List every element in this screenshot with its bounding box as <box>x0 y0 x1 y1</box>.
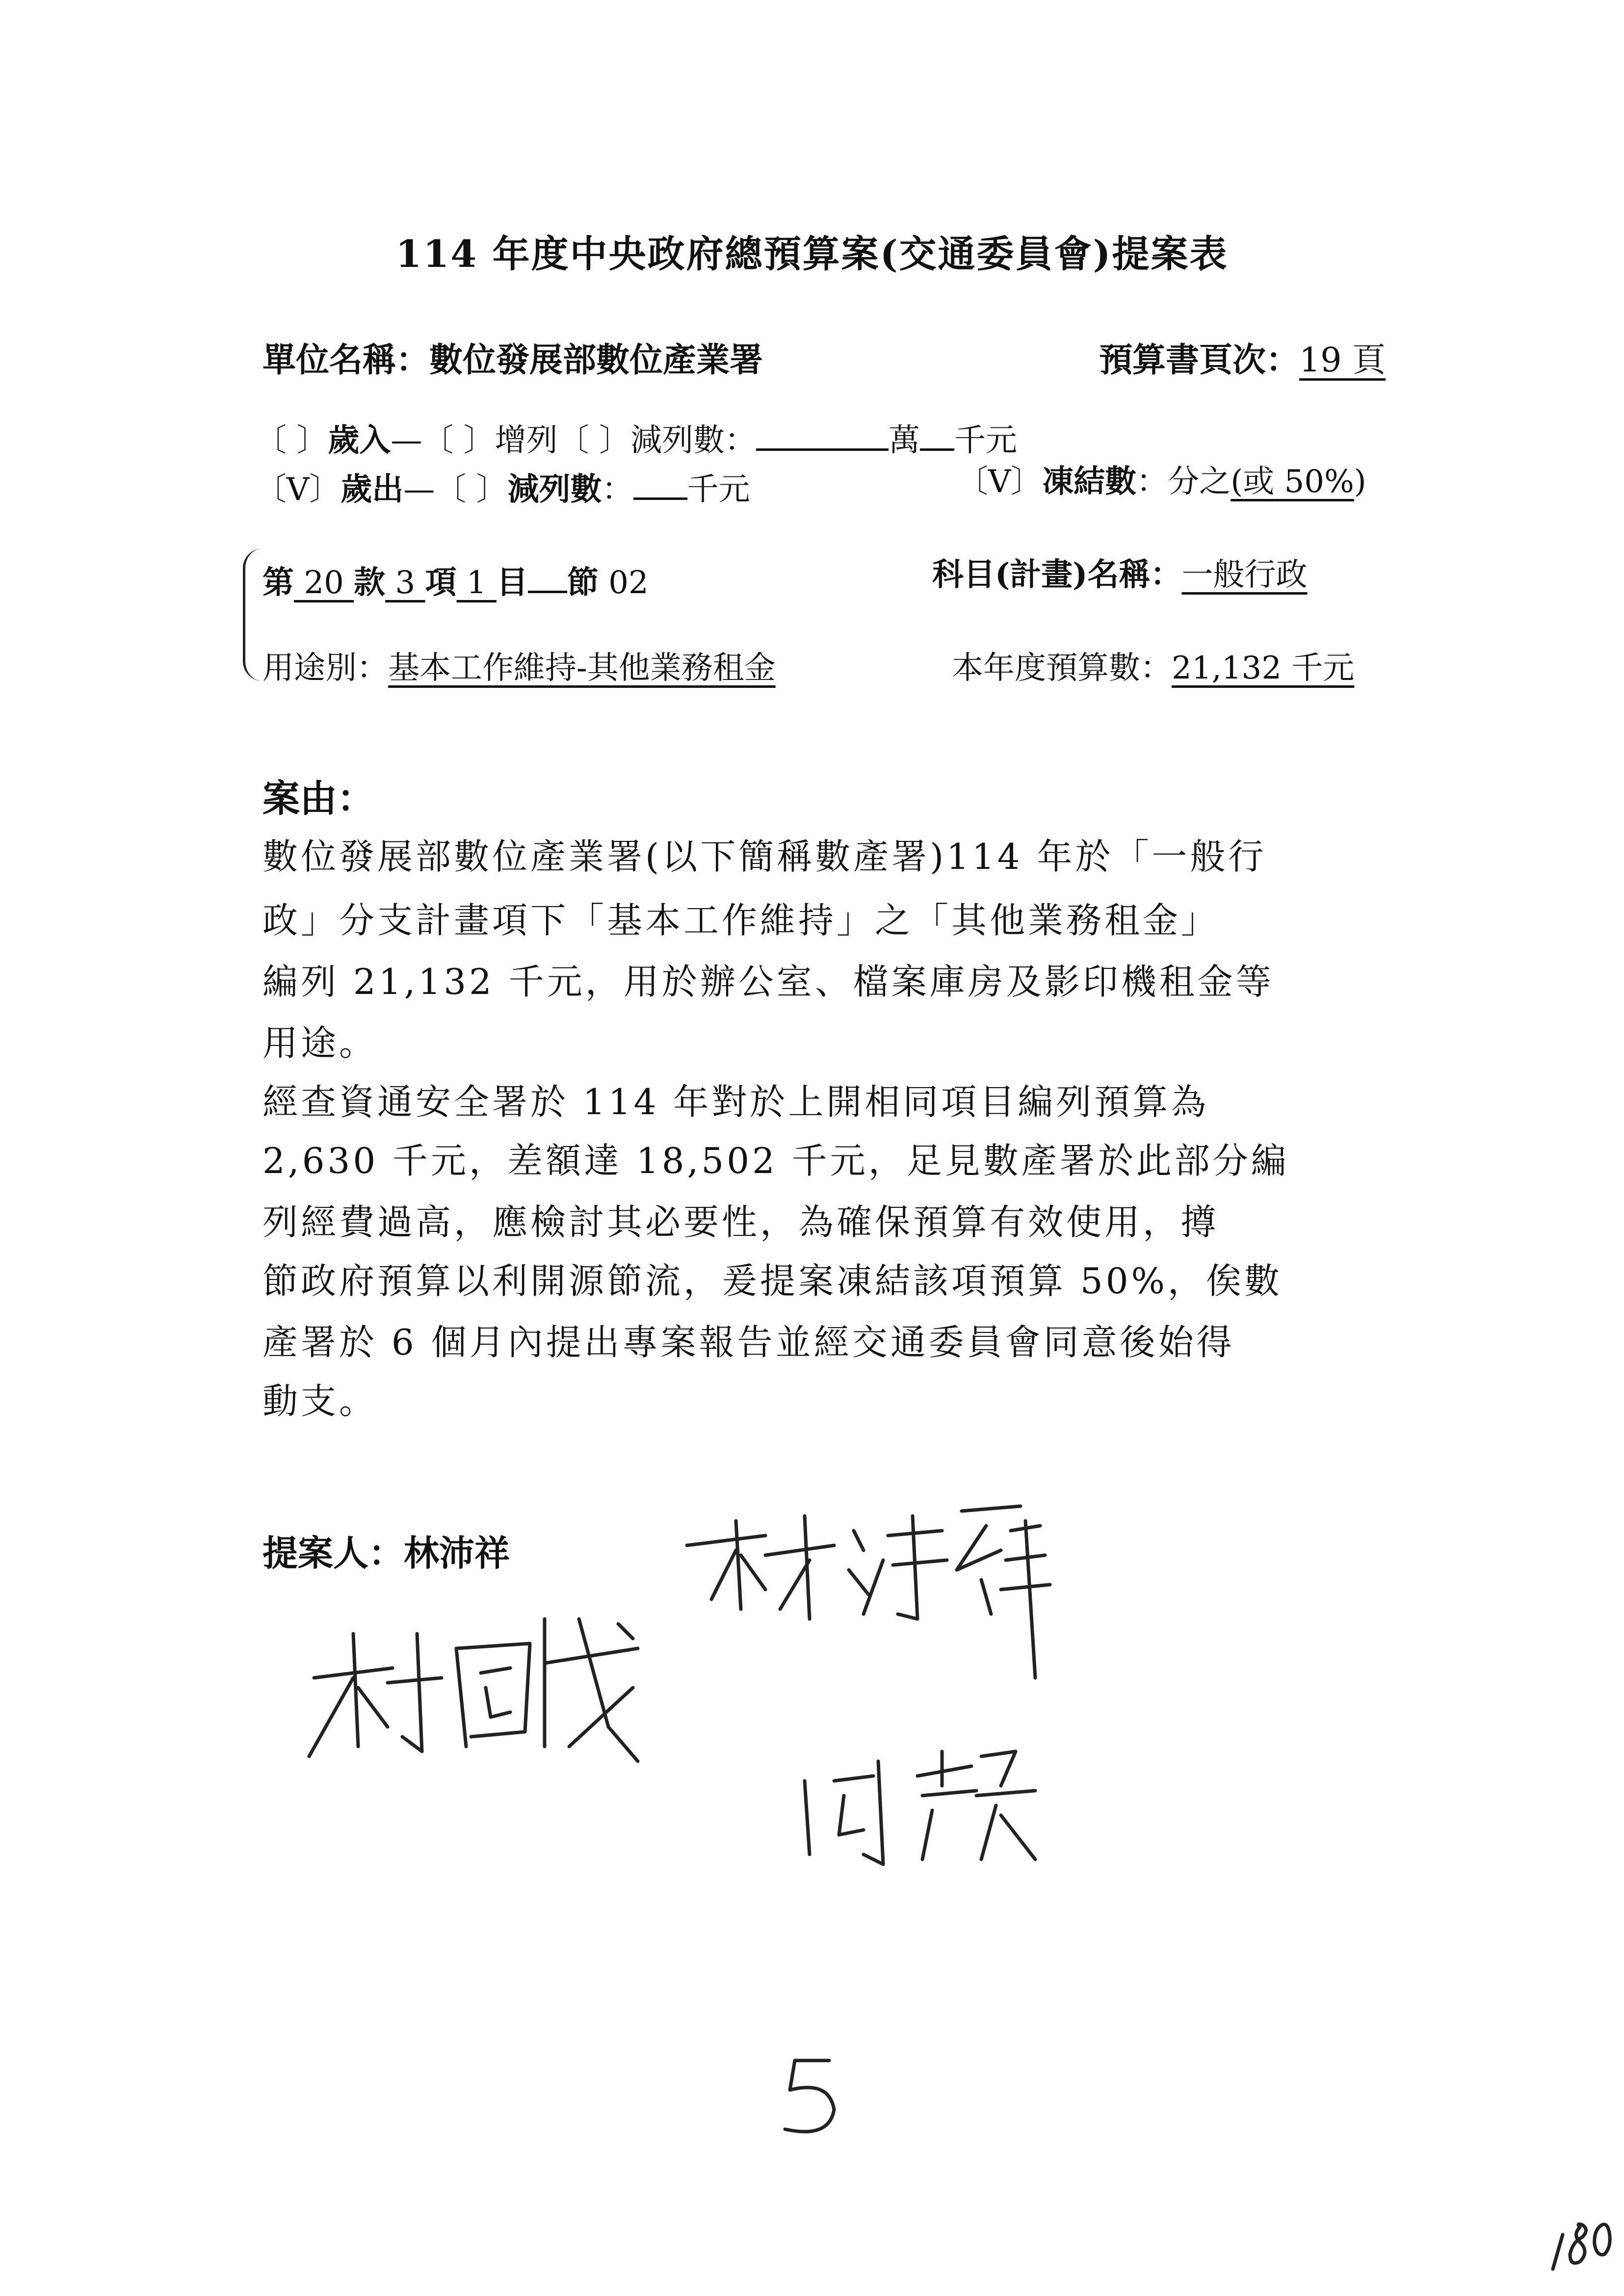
kuan-number: 20 <box>294 565 354 601</box>
subject-value: 一般行政 <box>1181 557 1308 593</box>
reason-heading: 案由： <box>262 777 374 820</box>
revenue-decrease: 〔 〕減列數： <box>557 422 757 459</box>
signature-liu-jing <box>805 1751 1035 1864</box>
revenue-unit-qian: 千元 <box>954 422 1018 459</box>
xiang-number: 3 <box>385 565 425 601</box>
reason-line: 用途。 <box>262 1022 378 1064</box>
revenue-increase: 〔 〕增列 <box>422 422 558 459</box>
freeze-close: ) <box>1354 464 1366 500</box>
revenue-label: 歲入 <box>328 422 391 459</box>
budget-page-value: 19 頁 <box>1299 341 1386 380</box>
proposer-label: 提案人： <box>262 1532 404 1574</box>
usage-label: 用途別： <box>262 650 388 686</box>
expense-decrease-label: 減列數 <box>507 471 602 508</box>
jie-label: 節 <box>567 564 599 601</box>
usage-value: 基本工作維持-其他業務租金 <box>388 650 776 686</box>
signature-lin-guocheng <box>309 1619 638 1761</box>
form-title: 114 年度中央政府總預算案(交通委員會)提案表 <box>395 232 1229 276</box>
corner-number-180 <box>1553 2224 1610 2269</box>
expense-dash: — <box>403 471 435 508</box>
reason-line: 政」分支計畫項下「基本工作維持」之「其他業務租金」 <box>262 900 1220 941</box>
expense-decrease-checkbox: 〔 〕 <box>435 471 508 508</box>
proposer-name: 林沛祥 <box>404 1532 510 1574</box>
reason-line: 節政府預算以利開源節流，爰提案凍結該項預算 50%，俟數 <box>262 1260 1283 1302</box>
reason-line: 編列 21,132 千元，用於辦公室、檔案庫房及影印機租金等 <box>262 961 1274 1002</box>
mu-number: 1 <box>456 565 497 601</box>
expense-unit-qian: 千元 <box>687 471 750 508</box>
expense-checkbox: 〔V〕 <box>255 471 341 508</box>
reason-line: 經查資通安全署於 114 年對於上開相同項目編列預算為 <box>262 1081 1209 1122</box>
freeze-label: 凍結數 <box>1042 463 1137 500</box>
page-number-5 <box>785 2061 834 2132</box>
budget-page-label: 預算書頁次： <box>1099 340 1300 380</box>
expense-label: 歲出 <box>341 471 404 508</box>
mu-label: 目 <box>496 564 528 601</box>
xiang-label: 項 <box>425 564 457 601</box>
signature-lin-peixiang <box>687 1506 1050 1678</box>
freeze-text: ：分之 <box>1136 464 1231 500</box>
freeze-or: (或 <box>1231 464 1275 500</box>
reason-line: 動支。 <box>262 1381 378 1422</box>
jie-number: 02 <box>598 565 649 601</box>
annual-budget-value: 21,132 千元 <box>1172 650 1355 686</box>
freeze-checkbox: 〔V〕 <box>957 464 1043 500</box>
unit-name-label: 單位名稱： <box>262 340 430 380</box>
reason-line: 列經費過高，應檢討其必要性，為確保預算有效使用，撙 <box>262 1201 1220 1243</box>
reason-line: 產署於 6 個月內提出專案報告並經交通委員會同意後始得 <box>262 1322 1235 1363</box>
annual-budget-label: 本年度預算數： <box>952 650 1172 686</box>
revenue-checkbox: 〔 〕 <box>255 422 328 459</box>
subject-label: 科目(計畫)名稱： <box>932 556 1182 593</box>
revenue-dash: — <box>391 422 422 459</box>
unit-name-value: 數位發展部數位產業署 <box>429 340 763 380</box>
freeze-value: 50% <box>1274 464 1354 500</box>
reason-line: 2,630 千元，差額達 18,502 千元，足見數產署於此部分編 <box>262 1140 1289 1181</box>
reason-line: 數位發展部數位產業署(以下簡稱數產署)114 年於「一般行 <box>262 836 1267 877</box>
expense-decrease-colon: ： <box>602 471 633 508</box>
di-label: 第 <box>262 564 294 601</box>
kuan-label: 款 <box>354 564 386 601</box>
revenue-unit-wan: 萬 <box>889 422 920 459</box>
